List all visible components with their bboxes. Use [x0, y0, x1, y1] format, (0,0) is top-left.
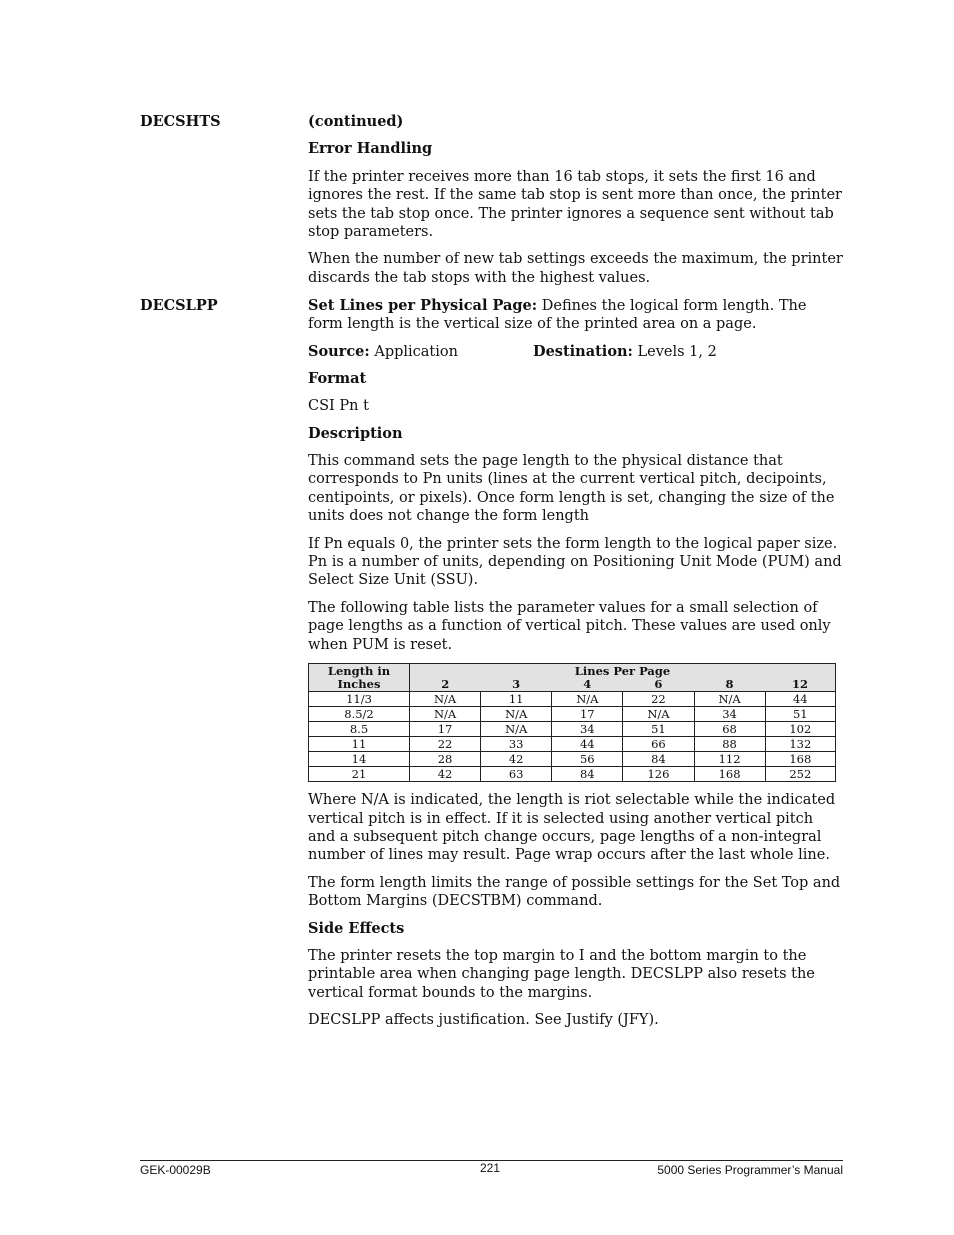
lines-cell: 68 [694, 722, 765, 737]
source-label: Source: [308, 342, 370, 360]
lines-cell: 168 [765, 752, 835, 767]
description-paragraph-2: If Pn equals 0, the printer sets the form length to the logical paper size. Pn is a number of units, depending on Positioning Unit Mode (PUM) and Select Size Unit (SSU). [308, 535, 842, 589]
lines-cell: 66 [623, 737, 694, 752]
length-cell: 11 [309, 737, 410, 752]
decslpp-body [308, 297, 844, 1039]
lines-cell: 84 [623, 752, 694, 767]
source-field [308, 344, 458, 360]
footer-manual-title: 5000 Series Programmer’s Manual [657, 1163, 843, 1177]
lines-cell: N/A [481, 722, 552, 737]
decslpp-intro [308, 297, 844, 334]
lines-cell: 132 [765, 737, 835, 752]
side-effects-heading: Side Effects [308, 919, 405, 937]
after-table-paragraph-1: Where N/A is indicated, the length is riot selectable while the indicated vertical pitch is in effect. If it is selected using another vertical pitch and a subsequent pitch change occurs, page lengths of a non-integral number of lines may result. Page wrap occurs after the last whole line. [308, 792, 836, 864]
lines-per-page-header: Lines Per Page [410, 664, 836, 679]
lines-cell: 252 [765, 767, 835, 782]
table-header-row [309, 664, 836, 679]
lines-cell: 126 [623, 767, 694, 782]
lines-cell: 44 [765, 692, 835, 707]
format-value: CSI Pn t [308, 398, 369, 415]
error-paragraph-1: If the printer receives more than 16 tab stops, it sets the first 16 and ignores the rest. If the same tab stop is sent more than once, the printer sets the tab stop once. The printer ignores a sequence sent without tab stop parameters. [308, 168, 842, 241]
lines-cell: 88 [694, 737, 765, 752]
side-effects-paragraph-2: DECSLPP affects justification. See Justify (JFY). [308, 1012, 659, 1029]
pitch-column-header: 2 [410, 678, 481, 692]
lines-cell: 102 [765, 722, 835, 737]
continued-note: (continued) [308, 113, 404, 130]
decslpp-title-text: Defines the logical form length. The form length is the vertical size of the printed area on a page. [308, 298, 807, 333]
format-heading: Format [308, 369, 367, 387]
length-cell: 8.5/2 [309, 707, 410, 722]
lines-cell: 112 [694, 752, 765, 767]
lines-cell: 51 [765, 707, 835, 722]
lines-cell: N/A [552, 692, 623, 707]
lines-cell: 42 [481, 752, 552, 767]
lines-cell: 84 [552, 767, 623, 782]
lines-cell: 34 [552, 722, 623, 737]
page-length-table [308, 663, 836, 782]
source-destination-row [308, 343, 844, 361]
length-cell: 11/3 [309, 692, 410, 707]
table-row [309, 752, 836, 767]
error-handling-heading: Error Handling [308, 140, 433, 158]
lines-cell: N/A [481, 707, 552, 722]
lines-cell: N/A [623, 707, 694, 722]
lines-cell: 28 [410, 752, 481, 767]
description-paragraph-1: This command sets the page length to the physical distance that corresponds to Pn units (lines at the current vertical pitch, decipoints, centipoints, or pixels). Once form length is set, changing the size of the units does not change the form length [308, 453, 835, 525]
length-cell: 14 [309, 752, 410, 767]
lines-cell: N/A [694, 692, 765, 707]
table-row [309, 737, 836, 752]
command-label-decshts: DECSHTS [140, 113, 221, 130]
lines-cell: 51 [623, 722, 694, 737]
lines-cell: 22 [410, 737, 481, 752]
command-label-decslpp: DECSLPP [140, 297, 218, 314]
length-cell: 21 [309, 767, 410, 782]
pitch-column-header: 4 [552, 678, 623, 692]
side-effects-paragraph-1: The printer resets the top margin to I and the bottom margin to the printable area when changing page length. DECSLPP also resets the vertical format bounds to the margins. [308, 947, 815, 1001]
lines-cell: 44 [552, 737, 623, 752]
description-heading: Description [308, 424, 403, 442]
lines-cell: 17 [552, 707, 623, 722]
pitch-column-header: 3 [481, 678, 552, 692]
lines-cell: 42 [410, 767, 481, 782]
table-row [309, 767, 836, 782]
destination-field [533, 343, 717, 361]
table-row [309, 722, 836, 737]
after-table-paragraph-2: The form length limits the range of possible settings for the Set Top and Bottom Margins (DECSTBM) command. [308, 874, 841, 910]
pitch-column-header: 12 [765, 678, 835, 692]
footer-page-number: 221 [480, 1161, 501, 1175]
decslpp-title: Set Lines per Physical Page: [308, 297, 538, 314]
destination-value: Levels 1, 2 [637, 343, 717, 360]
lines-cell: 22 [623, 692, 694, 707]
lines-cell: N/A [410, 707, 481, 722]
table-body [309, 692, 836, 782]
lines-cell: 56 [552, 752, 623, 767]
source-value: Application [374, 343, 458, 360]
table-row [309, 707, 836, 722]
lines-cell: 17 [410, 722, 481, 737]
lines-cell: 33 [481, 737, 552, 752]
length-cell: 8.5 [309, 722, 410, 737]
table-row [309, 692, 836, 707]
lines-cell: N/A [410, 692, 481, 707]
pitch-column-header: 6 [623, 678, 694, 692]
lines-cell: 11 [481, 692, 552, 707]
description-paragraph-3: The following table lists the parameter values for a small selection of page lengths as a function of vertical pitch. These values are used only when PUM is reset. [308, 599, 831, 653]
lines-cell: 168 [694, 767, 765, 782]
length-in-inches-header: Length in Inches [309, 664, 410, 692]
decshts-body [308, 113, 844, 296]
lines-cell: 63 [481, 767, 552, 782]
destination-label: Destination: [533, 342, 633, 360]
lines-cell: 34 [694, 707, 765, 722]
error-paragraph-2: When the number of new tab settings exceeds the maximum, the printer discards the tab stops with the highest values. [308, 251, 843, 286]
pitch-column-header: 8 [694, 678, 765, 692]
footer-doc-id: GEK-00029B [140, 1163, 211, 1177]
